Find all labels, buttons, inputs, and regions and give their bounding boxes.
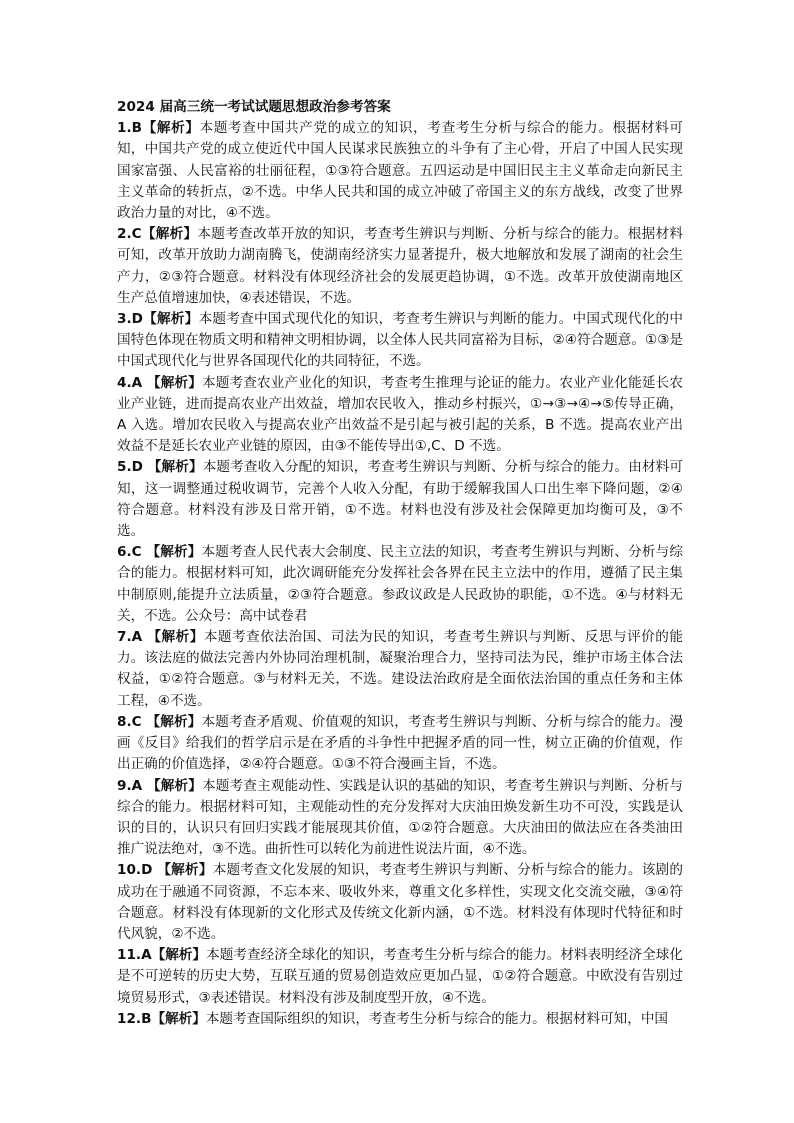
answer-head: 7.A 【解析】 xyxy=(117,629,204,646)
answer-head: 1.B【解析】 xyxy=(117,120,200,137)
answer-head: 5.D 【解析】 xyxy=(117,459,203,476)
answer-body: 本题考查矛盾观、价值观的知识，考查考生辨识与判断、分析与综合的能力。漫画《反目》给我们的哲学启示是在矛盾的斗争性中把握矛盾的同一性，树立正确的价值观，作出正确的价值选择，②④符合题意。①③不符合漫画主旨，不选。 xyxy=(117,713,683,773)
answer-body: 本题考查收入分配的知识，考查考生辨识与判断、分析与综合的能力。由材料可知，这一调整通过税收调节，完善个人收入分配，有助于缓解我国人口出生率下降问题，②④符合题意。材料没有涉及日常开销，①不选。材料也没有涉及社会保障更加均衡可及，③不选。 xyxy=(117,459,684,540)
answer-body: 本题考查经济全球化的知识，考查考生分析与综合的能力。材料表明经济全球化是不可逆转的历史大势，互联互通的贸易创造效应更加凸显，①②符合题意。中欧没有告别过境贸易形式，③表述错误。材料没有涉及制度型开放，④不选。 xyxy=(117,947,683,1006)
answer-head: 11.A【解析】 xyxy=(117,947,207,964)
answer-head: 6.C 【解析】 xyxy=(117,544,202,561)
answer-item xyxy=(117,224,683,309)
answer-item xyxy=(117,309,683,373)
answer-head: 12.B【解析】 xyxy=(117,1010,206,1027)
answer-item xyxy=(117,373,683,458)
answer-item xyxy=(117,860,683,945)
answer-head: 9.A 【解析】 xyxy=(117,777,203,794)
answer-body: 本题考查依法治国、司法为民的知识，考查考生辨识与判断、反思与评价的能力。该法庭的做法完善内外协同治理机制，凝聚治理合力，坚持司法为民，维护市场主体合法权益，①②符合题意。③与材料无关，不选。建设法治政府是全面依法治国的重点任务和主体工程，④不选。 xyxy=(117,629,683,709)
answer-document xyxy=(117,97,683,1030)
answer-item xyxy=(117,1009,683,1030)
answer-item xyxy=(117,457,683,542)
answer-body: 本题考查主观能动性、实践是认识的基础的知识，考查考生辨识与判断、分析与综合的能力。根据材料可知，主观能动性的充分发挥对大庆油田焕发新生功不可没，实践是认识的目的，认识只有回归实践才能展现其价值，①②符合题意。大庆油田的做法应在各类油田推广说法绝对，③不选。曲折性可以转化为前进性说法片面，④不选。 xyxy=(117,777,683,858)
answer-body: 本题考查中国式现代化的知识，考查考生辨识与判断的能力。中国式现代化的中国特色体现在物质文明和精神文明相协调，以全体人民共同富裕为目标，②④符合题意。①③是中国式现代化与世界各国现代化的共同特征，不选。 xyxy=(117,311,684,370)
answer-item xyxy=(117,118,683,224)
answer-body: 本题考查国际组织的知识，考查考生分析与综合的能力。根据材料可知，中国 xyxy=(205,1010,669,1027)
answer-body: 本题考查改革开放的知识，考查考生辨识与判断、分析与综合的能力。根据材料可知，改革开放助力湖南腾飞，使湖南经济实力显著提升，极大地解放和发展了湖南的社会生产力，②③符合题意。材料没有体现经济社会的发展更趋协调，①不选。改革开放使湖南地区生产总值增速加快，④表述错误，不选。 xyxy=(117,226,683,306)
answer-item xyxy=(117,945,683,1009)
answer-item xyxy=(117,627,683,712)
answer-body: 本题考查文化发展的知识，考查考生辨识与判断、分析与综合的能力。该剧的成功在于融通不同资源，不忘本来、吸收外来，尊重文化多样性，实现文化交流交融，③④符合题意。材料没有体现新的文化形式及传统文化新内涵，①不选。材料没有体现时代特征和时代风貌，②不选。 xyxy=(117,862,683,942)
answer-head: 10.D 【解析】 xyxy=(117,862,213,879)
answer-head: 3.D【解析】 xyxy=(117,311,199,328)
answer-body: 本题考查人民代表大会制度、民主立法的知识，考查考生辨识与判断、分析与综合的能力。根据材料可知，此次调研能充分发挥社会各界在民主立法中的作用，遵循了民主集中制原则,能提升立法质量，②③符合题意。参政议政是人民政协的职能，①不选。④与材料无关，不选。公众号：高中试卷君 xyxy=(117,544,683,624)
answer-body: 本题考查农业产业化的知识，考查考生推理与论证的能力。农业产业化能延长农业产业链，进而提高农业产出效益，增加农民收入，推动乡村振兴，①→③→④→⑤传导正确，A 入选。增加农民收入与提高农业产出效益不是引起与被引起的关系，B 不选。提高农业产出效益不是延长农业产业链的原因，由③不能传导出①,C、D 不选。 xyxy=(117,374,683,455)
answer-item xyxy=(117,712,683,776)
answer-item xyxy=(117,776,683,861)
answer-head: 2.C【解析】 xyxy=(117,226,198,243)
answer-body: 本题考查中国共产党的成立的知识，考查考生分析与综合的能力。根据材料可知，中国共产党的成立使近代中国人民谋求民族独立的斗争有了主心骨，开启了中国人民实现国家富强、人民富裕的壮丽征程，①③符合题意。五四运动是中国旧民主主义革命走向新民主主义革命的转折点，②不选。中华人民共和国的成立冲破了帝国主义的东方战线，改变了世界政治力量的对比，④不选。 xyxy=(117,120,683,222)
document-title: 2024 届高三统一考试试题思想政治参考答案 xyxy=(117,99,391,115)
answer-head: 4.A 【解析】 xyxy=(117,374,203,391)
answer-item xyxy=(117,542,683,627)
answer-head: 8.C 【解析】 xyxy=(117,713,202,730)
